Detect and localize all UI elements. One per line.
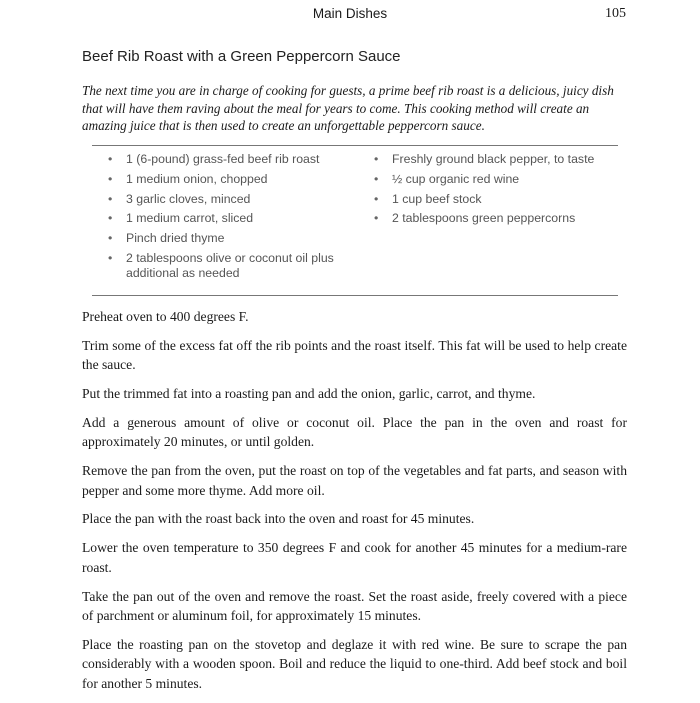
ingredient-item: • Pinch dried thyme xyxy=(108,231,353,246)
ingredient-item: • 1 medium onion, chopped xyxy=(108,172,353,187)
step-paragraph: Place the pan with the roast back into the oven and roast for 45 minutes. xyxy=(82,511,475,527)
step-paragraph: Take the pan out of the oven and remove the roast. Set the roast aside, freely covered with a piece of parchment or aluminum foil, for approximately 15 minutes. xyxy=(82,588,627,624)
step-paragraph: Place the roasting pan on the stovetop and deglaze it with red wine. Be sure to scrape the pan considerably with a wooden spoon. Boil and reduce the liquid to one-third. Add beef stock and boil for another 5 minutes. xyxy=(82,636,627,691)
step-paragraph: Put the trimmed fat into a roasting pan and add the onion, garlic, carrot, and thyme. xyxy=(82,386,536,402)
recipe-steps xyxy=(82,307,627,703)
page-number: 105 xyxy=(605,6,626,21)
recipe-intro: The next time you are in charge of cooking for guests, a prime beef rib roast is a delicious, juicy dish that will have them raving about the meal for years to come. This cooking method will create an amazing juice that is then used to create an unforgettable peppercorn sauce. xyxy=(82,83,614,133)
step-paragraph: Add a generous amount of olive or coconut oil. Place the pan in the oven and roast for approximately 20 minutes, or until golden. xyxy=(82,414,627,450)
step-paragraph: Preheat oven to 400 degrees F. xyxy=(82,309,249,324)
running-head xyxy=(0,6,700,26)
ingredients-bottom-rule xyxy=(92,295,618,296)
ingredient-item: • Freshly ground black pepper, to taste xyxy=(374,152,624,167)
ingredient-item: • 1 (6-pound) grass-fed beef rib roast xyxy=(108,152,353,167)
step-paragraph: Lower the oven temperature to 350 degrees F and cook for another 45 minutes for a medium-rare roast. xyxy=(82,540,627,575)
ingredient-item: • 3 garlic cloves, minced xyxy=(108,192,353,207)
ingredients-list-right xyxy=(374,152,624,231)
recipe-title: Beef Rib Roast with a Green Peppercorn Sauce xyxy=(82,48,401,65)
section-title: Main Dishes xyxy=(312,6,388,21)
ingredient-item: • 2 tablespoons olive or coconut oil plus additional as needed xyxy=(108,251,353,281)
ingredient-item: • 1 medium carrot, sliced xyxy=(108,211,353,226)
step-paragraph: Trim some of the excess fat off the rib points and the roast itself. This fat will be used to help create the sauce. xyxy=(82,337,627,373)
ingredients-list-left xyxy=(108,152,353,286)
ingredient-item: • 2 tablespoons green peppercorns xyxy=(374,211,624,226)
ingredient-item: • 1 cup beef stock xyxy=(374,192,624,207)
ingredients-top-rule xyxy=(92,145,618,146)
ingredient-item: • ½ cup organic red wine xyxy=(374,172,624,187)
step-paragraph: Remove the pan from the oven, put the roast on top of the vegetables and fat parts, and season with pepper and some more thyme. Add more oil. xyxy=(82,463,627,498)
